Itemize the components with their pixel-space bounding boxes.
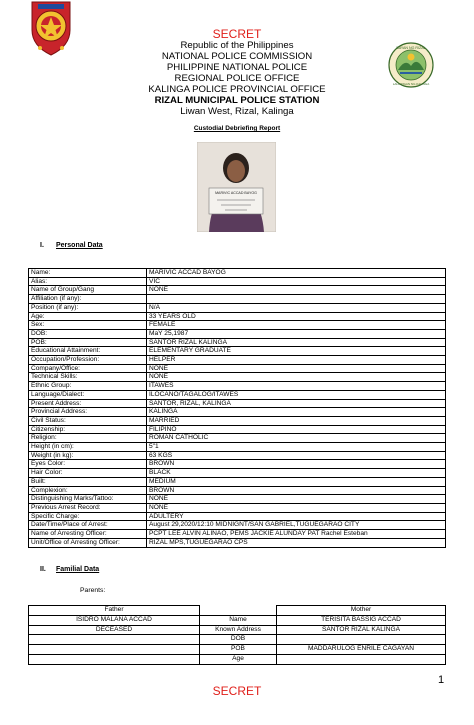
table-row xyxy=(29,373,446,382)
mother-value: SANTOR RIZAL KALINGA xyxy=(277,625,446,635)
table-row xyxy=(29,277,446,286)
field-value: VIC xyxy=(147,277,446,286)
letterhead-line-2: NATIONAL POLICE COMMISSION xyxy=(161,51,313,62)
page-number: 1 xyxy=(438,674,445,686)
field-label: Distinguishing Marks/Tattoo: xyxy=(29,495,147,504)
table-row xyxy=(29,347,446,356)
table-row xyxy=(29,615,446,625)
table-row xyxy=(29,356,446,365)
mother-value: MADDARULOG ENRILE CAGAYAN xyxy=(277,645,446,655)
field-value: NONE xyxy=(147,286,446,295)
field-label: Sex: xyxy=(29,321,147,330)
table-row xyxy=(29,434,446,443)
table-row xyxy=(29,399,446,408)
field-value xyxy=(147,295,446,304)
section-number: II. xyxy=(40,566,46,573)
father-value: DECEASED xyxy=(29,625,200,635)
field-value: MEDIUM xyxy=(147,477,446,486)
field-value: MARRIED xyxy=(147,416,446,425)
field-label: Date/Time/Place of Arrest: xyxy=(29,521,147,530)
field-label: Name of Group/Gang xyxy=(29,286,147,295)
field-value: NONE xyxy=(147,364,446,373)
field-label: Unit/Office of Arresting Officer: xyxy=(29,538,147,547)
table-row xyxy=(29,329,446,338)
field-label: Provincial Address: xyxy=(29,408,147,417)
field-label: Language/Dialect: xyxy=(29,390,147,399)
field-label: Height (in cm): xyxy=(29,443,147,452)
field-label: Occupation/Profession: xyxy=(29,356,147,365)
letterhead-line-1: Republic of the Philippines xyxy=(180,40,294,51)
field-value: ADULTERY xyxy=(147,512,446,521)
field-value: SANTOR, RIZAL, KALINGA xyxy=(147,399,446,408)
field-label: Name xyxy=(200,615,277,625)
field-value: MaY 25,1987 xyxy=(147,329,446,338)
table-row xyxy=(29,338,446,347)
table-row xyxy=(29,390,446,399)
table-row xyxy=(29,382,446,391)
field-value: HELPER xyxy=(147,356,446,365)
field-label: Specific Charge: xyxy=(29,512,147,521)
field-label: Company/Office: xyxy=(29,364,147,373)
field-label: Eyes Color: xyxy=(29,460,147,469)
station-name: RIZAL MUNICIPAL POLICE STATION xyxy=(154,95,320,106)
table-row xyxy=(29,295,446,304)
station-address: Liwan West, Rizal, Kalinga xyxy=(180,106,294,117)
table-row xyxy=(29,512,446,521)
field-label: POB: xyxy=(29,338,147,347)
mother-value xyxy=(277,635,446,645)
section-title: Personal Data xyxy=(56,242,103,249)
table-row xyxy=(29,408,446,417)
table-row xyxy=(29,635,446,645)
field-value: ELEMENTARY GRADUATE xyxy=(147,347,446,356)
field-label: Known Address xyxy=(200,625,277,635)
field-value: NONE xyxy=(147,373,446,382)
field-label: Name: xyxy=(29,269,147,278)
photo-sign-text: MARIVIC ACCAD BAYOG xyxy=(215,191,257,195)
table-row xyxy=(29,521,446,530)
table-row xyxy=(29,303,446,312)
table-row xyxy=(29,321,446,330)
field-label: Affiliation (if any): xyxy=(29,295,147,304)
field-value: BROWN xyxy=(147,460,446,469)
subject-mugshot-photo xyxy=(197,142,276,232)
field-value: 5"1 xyxy=(147,443,446,452)
field-value: KALINGA xyxy=(147,408,446,417)
father-value: ISIDRO MALANA ACCAD xyxy=(29,615,200,625)
table-row xyxy=(29,530,446,539)
field-label: Position (if any): xyxy=(29,303,147,312)
table-row xyxy=(29,503,446,512)
table-row xyxy=(29,654,446,664)
table-row xyxy=(29,486,446,495)
field-value: ILOCANO/TAGALOG/ITAWES xyxy=(147,390,446,399)
field-label: DOB: xyxy=(29,329,147,338)
report-title: Custodial Debriefing Report xyxy=(193,125,281,132)
seal-ring-text: BAYAN NG RIZAL xyxy=(396,46,426,50)
father-value xyxy=(29,645,200,655)
table-row xyxy=(29,645,446,655)
secret-marking-bottom: SECRET xyxy=(212,684,262,698)
table-row xyxy=(29,625,446,635)
field-value: PCPT LEE ALVIN ALINAO, PEMS JACKIE ALUNDAY PAT Rachel Esteban xyxy=(147,530,446,539)
field-value: 63 KGS xyxy=(147,451,446,460)
field-label: Educational Attainment: xyxy=(29,347,147,356)
field-value: FEMALE xyxy=(147,321,446,330)
field-label: Citizenship: xyxy=(29,425,147,434)
field-label: Present Address: xyxy=(29,399,147,408)
field-header-blank xyxy=(200,606,277,616)
field-label: Complexion: xyxy=(29,486,147,495)
mother-header: Mother xyxy=(277,606,446,616)
familial-header-row xyxy=(29,606,446,616)
letterhead xyxy=(0,40,474,117)
field-label: DOB xyxy=(200,635,277,645)
letterhead-line-4: REGIONAL POLICE OFFICE xyxy=(174,73,300,84)
field-value: BLACK xyxy=(147,469,446,478)
field-value: FILIPINO xyxy=(147,425,446,434)
table-row xyxy=(29,451,446,460)
field-label: Hair Color: xyxy=(29,469,147,478)
field-value: SANTOR RIZAL KALINGA xyxy=(147,338,446,347)
field-label: Age xyxy=(200,654,277,664)
field-label: Weight (in kg): xyxy=(29,451,147,460)
personal-data-table xyxy=(28,268,446,548)
letterhead-line-3: PHILIPPINE NATIONAL POLICE xyxy=(166,62,308,73)
familial-data-table xyxy=(28,605,446,665)
letterhead-line-5: KALINGA POLICE PROVINCIAL OFFICE xyxy=(148,84,326,95)
table-row xyxy=(29,364,446,373)
father-value xyxy=(29,635,200,645)
table-row xyxy=(29,460,446,469)
table-row xyxy=(29,469,446,478)
field-label: Previous Arrest Record: xyxy=(29,503,147,512)
table-row xyxy=(29,416,446,425)
father-value xyxy=(29,654,200,664)
field-value: BROWN xyxy=(147,486,446,495)
field-label: Age: xyxy=(29,312,147,321)
field-label: Ethnic Group: xyxy=(29,382,147,391)
field-value: ROMAN CATHOLIC xyxy=(147,434,446,443)
section-number: I. xyxy=(40,242,44,249)
secret-marking-top: SECRET xyxy=(212,27,262,41)
field-label: Civil Status: xyxy=(29,416,147,425)
mother-value: TERISITA BASSIG ACCAD xyxy=(277,615,446,625)
field-label: Religion: xyxy=(29,434,147,443)
field-value: N/A xyxy=(147,303,446,312)
section-personal-data xyxy=(40,242,103,249)
table-row xyxy=(29,477,446,486)
field-label: Alias: xyxy=(29,277,147,286)
section-familial-data xyxy=(40,566,99,573)
field-value: MARIVIC ACCAD BAYOG xyxy=(147,269,446,278)
table-row xyxy=(29,495,446,504)
field-value: NONE xyxy=(147,495,446,504)
field-value: NONE xyxy=(147,503,446,512)
field-value: ITAWES xyxy=(147,382,446,391)
table-row xyxy=(29,286,446,295)
field-label: Built: xyxy=(29,477,147,486)
section-title: Familial Data xyxy=(56,566,100,573)
table-row xyxy=(29,269,446,278)
mother-value xyxy=(277,654,446,664)
parents-label: Parents: xyxy=(80,587,106,594)
table-row xyxy=(29,312,446,321)
field-value: RIZAL MPS,TUGUEGARAO CPS xyxy=(147,538,446,547)
table-row xyxy=(29,538,446,547)
father-header: Father xyxy=(29,606,200,616)
field-label: POB xyxy=(200,645,277,655)
seal-bottom-text: LALAWIGAN NG KALINGA xyxy=(392,82,430,86)
table-row xyxy=(29,425,446,434)
table-row xyxy=(29,443,446,452)
field-value: 33 YEARS OLD xyxy=(147,312,446,321)
field-label: Name of Arresting Officer: xyxy=(29,530,147,539)
field-label: Technical Skills: xyxy=(29,373,147,382)
field-value: August 29,2020/12:10 MIDNIGNT/SAN GABRIEL,TUGUEGARAO CITY xyxy=(147,521,446,530)
